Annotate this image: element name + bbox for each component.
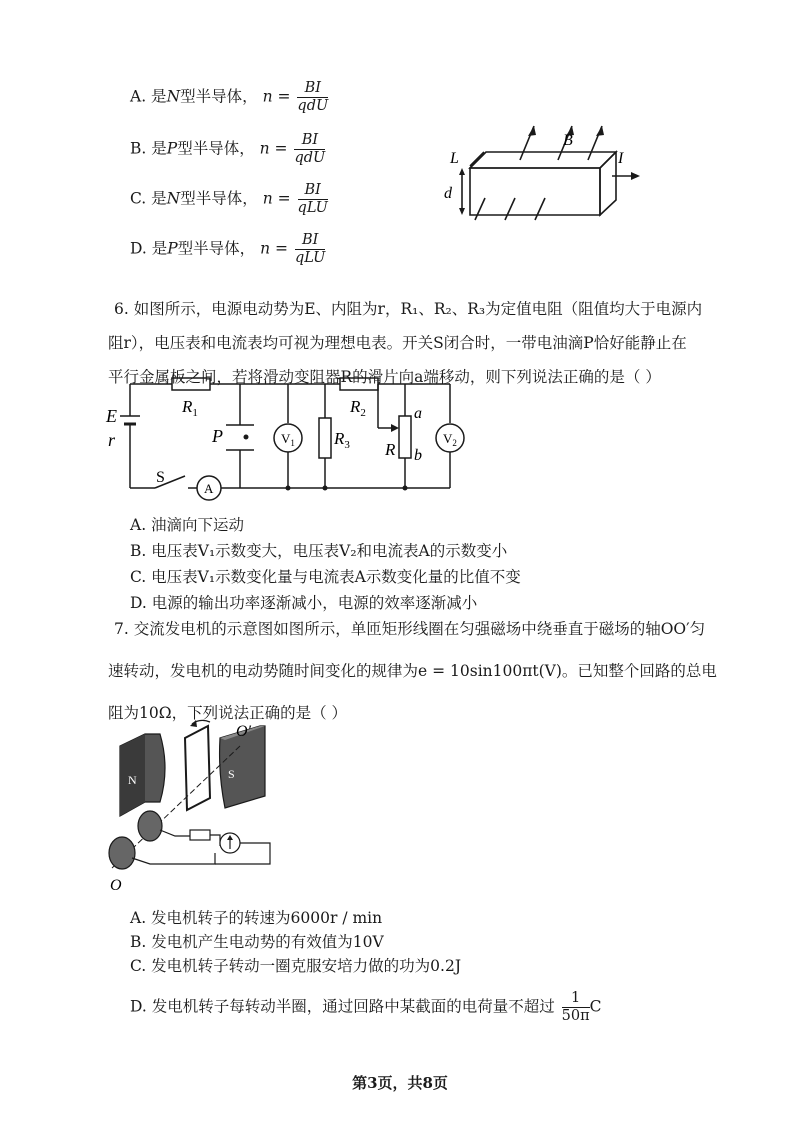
label-p: P xyxy=(212,426,223,446)
field-line-1 xyxy=(475,198,485,220)
label-s: S xyxy=(156,469,165,486)
q7-option-b[interactable]: B. 发电机产生电动势的有效值为10V xyxy=(130,933,384,951)
q5-option-a[interactable]: A. 是N型半导体， n = $\frac{BI}{\text{qdU}}$ xyxy=(130,80,329,114)
q7-option-d-text: D. 发电机转子每转动半圈，通过回路中某截面的电荷量不超过 xyxy=(130,997,555,1016)
label-a-meter: A xyxy=(204,481,214,496)
semiconductor-block-figure xyxy=(430,110,650,230)
resistor-r1 xyxy=(172,378,210,390)
label-o-prime: O′ xyxy=(236,723,252,740)
field-line-2 xyxy=(505,198,515,220)
coil xyxy=(185,726,210,810)
label-b: B xyxy=(563,132,573,149)
field-line-3 xyxy=(535,198,545,220)
page-number: 第3页，共8页 xyxy=(352,1074,448,1092)
label-v1: $V_1$ xyxy=(281,431,295,448)
q6-line-3: 平行金属板之间，若将滑动变阻器R的滑片向a端移动，则下列说法正确的是（ ） xyxy=(108,368,661,386)
label-b-end: b xyxy=(414,447,422,464)
block-side-face xyxy=(600,152,616,215)
q6-option-d[interactable]: D. 电源的输出功率逐渐减小，电源的效率逐渐减小 xyxy=(130,594,478,612)
q7-stem xyxy=(108,608,724,734)
q5-option-c[interactable]: C. 是N型半导体， n = $\frac{BI}{\text{qLU}}$ xyxy=(130,182,328,216)
label-s-magnet: S xyxy=(228,767,235,781)
q7-line-2: 速转动，发电机的电动势随时间变化的规律为e = 10sin100πt(V)。已知整个回路的总电 xyxy=(108,662,717,680)
q5-b-fraction: $\frac{BI}{\text{qdU}}$ xyxy=(294,132,326,166)
q7-option-c[interactable]: C. 发电机转子转动一圈克服安培力做的功为0.2J xyxy=(130,957,462,975)
label-d: d xyxy=(444,185,452,202)
label-v2: $V_2$ xyxy=(443,431,457,448)
q6-option-a[interactable]: A. 油滴向下运动 xyxy=(130,516,245,534)
q5-option-b[interactable]: B. 是P型半导体， n = $\frac{BI}{\text{qdU}}$ xyxy=(130,132,326,166)
q6-option-b[interactable]: B. 电压表V₁示数变大，电压表V₂和电流表A的示数变小 xyxy=(130,542,508,560)
q5-d-fraction: $\frac{BI}{\text{qLU}}$ xyxy=(294,232,326,266)
q7-line-1: 7. 交流发电机的示意图如图所示，单匝矩形线圈在匀强磁场中绕垂直于磁场的轴OO′匀 xyxy=(114,620,706,638)
label-o: O xyxy=(110,877,122,894)
resistor-r3 xyxy=(319,418,331,458)
label-r-internal: r xyxy=(108,430,116,450)
q6-circuit-diagram xyxy=(100,368,480,503)
rheostat-r xyxy=(399,416,411,458)
external-resistor xyxy=(190,830,210,840)
slip-ring-1 xyxy=(138,811,162,841)
l-dimension-line xyxy=(470,152,484,166)
q6-line-1: 6. 如图所示，电源电动势为E、内阻为r，R₁、R₂、R₃为定值电阻（阻值均大于电源内 xyxy=(114,300,703,318)
q7-d-fraction: $\frac{1}{50\pi}$ xyxy=(561,990,590,1024)
label-a: a xyxy=(414,405,422,422)
label-r: R xyxy=(385,440,396,459)
q7-generator-figure xyxy=(100,718,290,896)
q6-option-c[interactable]: C. 电压表V₁示数变化量与电流表A示数变化量的比值不变 xyxy=(130,568,521,586)
block-top-face xyxy=(470,152,616,168)
label-l: L xyxy=(450,150,459,167)
label-e: E xyxy=(106,406,117,426)
resistor-r2 xyxy=(340,378,378,390)
label-i: I xyxy=(618,150,624,167)
label-r1: $R_1$ xyxy=(182,397,198,419)
q6-options xyxy=(130,512,521,616)
label-n: N xyxy=(128,773,137,787)
oil-drop-p xyxy=(244,435,249,440)
q5-option-d[interactable]: D. 是P型半导体， n = $\frac{BI}{\text{qLU}}$ xyxy=(130,232,326,266)
block-front-face xyxy=(470,168,600,215)
q7-option-d[interactable]: D. 发电机转子每转动半圈，通过回路中某截面的电荷量不超过 $\frac{1}{50\pi}$ C xyxy=(130,990,602,1024)
q6-line-2: 阻r），电压表和电流表均可视为理想电表。开关S闭合时，一带电油滴P恰好能静止在 xyxy=(108,334,687,352)
q7-options xyxy=(130,906,461,978)
q7-line-3: 阻为10Ω，下列说法正确的是（ ） xyxy=(108,704,348,722)
label-r3: $R_3$ xyxy=(334,429,350,451)
q7-option-a[interactable]: A. 发电机转子的转速为6000r / min xyxy=(130,909,383,927)
q5-c-fraction: $\frac{BI}{\text{qLU}}$ xyxy=(297,182,328,216)
q5-a-fraction: $\frac{BI}{\text{qdU}}$ xyxy=(297,80,329,114)
label-r2: $R_2$ xyxy=(350,397,366,419)
slip-ring-2 xyxy=(109,837,135,869)
